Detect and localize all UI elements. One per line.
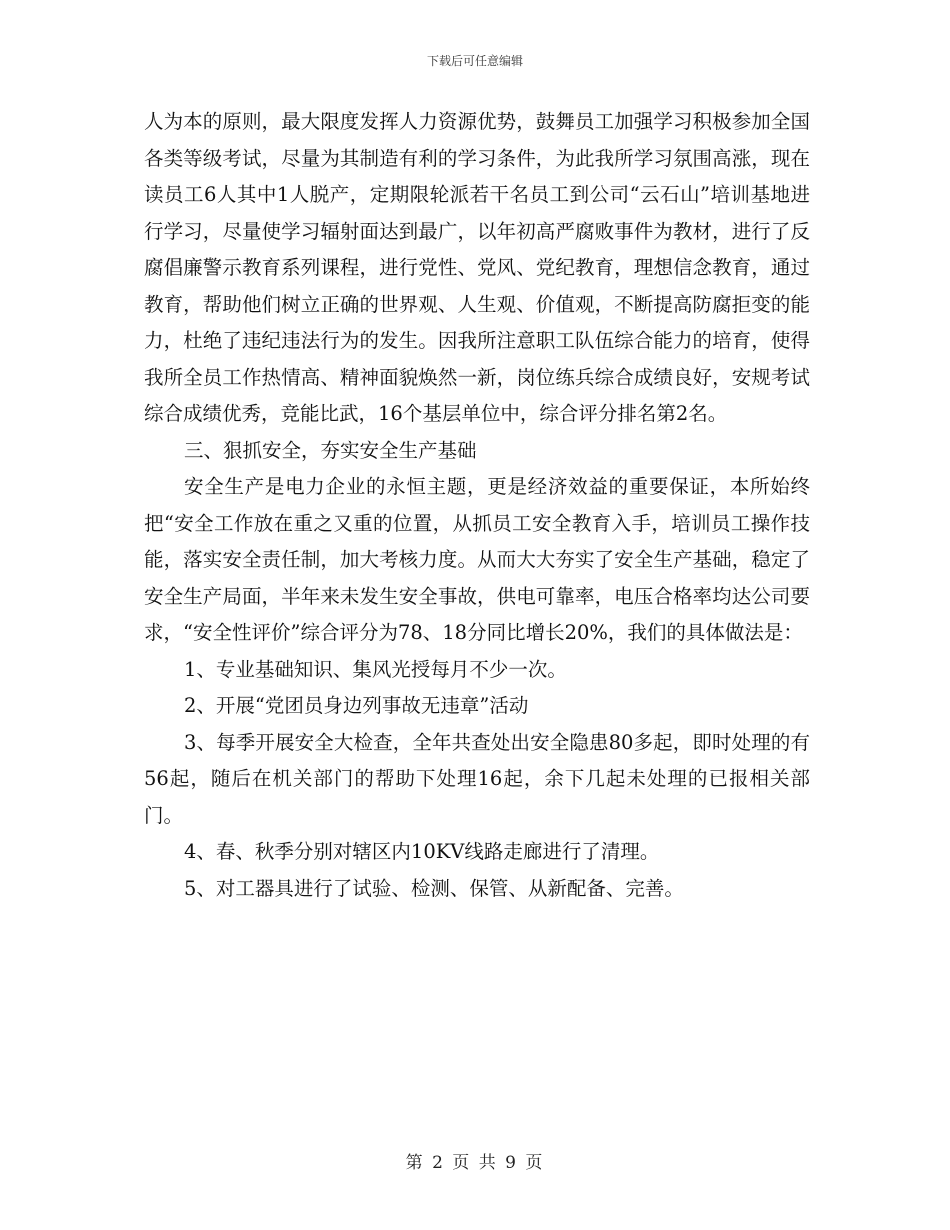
list-item: 1、专业基础知识、集风光授每月不少一次。 — [184, 657, 567, 681]
list-item: 2、开展“党团员身边列事故无违章”活动 — [184, 694, 529, 717]
document-body — [144, 104, 810, 907]
list-item: 3、每季开展安全大检查，全年共查处出安全隐患80多起，即时处理的有56起，随后在机关部门的帮助下处理16起，余下几起未处理的已报相关部门。 — [144, 730, 810, 827]
header-note: 下载后可任意编辑 — [426, 54, 523, 68]
section-heading: 三、狠抓安全，夯实安全生产基础 — [184, 438, 477, 462]
paragraph-continuation: 人为本的原则，最大限度发挥人力资源优势，鼓舞员工加强学习积极参加全国各类等级考试，尽量为其制造有利的学习条件，为此我所学习氛围高涨，现在读员工6人其中1人脱产，定期限轮派若干名员工到公司“云石山”培训基地进行学习，尽量使学习辐射面达到最广，以年初高严腐败事件为教材，进行了反腐倡廉警示教育系列课程，进行党性、党风、党纪教育，理想信念教育，通过教育，帮助他们树立正确的世界观、人生观、价值观，不断提高防腐拒变的能力，杜绝了违纪违法行为的发生。因我所注意职工队伍综合能力的培育，使得我所全员工作热情高、精神面貌焕然一新，岗位练兵综合成绩良好，安规考试综合成绩优秀，竞能比武，16个基层单位中，综合评分排名第2名。 — [144, 110, 810, 425]
page-number: 第 2 页 共 9 页 — [405, 1153, 545, 1173]
list-item: 5、对工器具进行了试验、检测、保管、从新配备、完善。 — [184, 876, 684, 900]
paragraph-safety-intro: 安全生产是电力企业的永恒主题，更是经济效益的重要保证，本所始终把“安全工作放在重之又重的位置，从抓员工安全教育入手，培训员工操作技能，落实安全责任制，加大考核力度。从而大大夯实了安全生产基础，稳定了安全生产局面，半年来未发生安全事故，供电可靠率，电压合格率均达公司要求，“安全性评价”综合评分为78、18分同比增长20%，我们的具体做法是： — [144, 475, 810, 644]
list-item: 4、春、秋季分别对辖区内10KV线路走廊进行了清理。 — [184, 840, 660, 863]
